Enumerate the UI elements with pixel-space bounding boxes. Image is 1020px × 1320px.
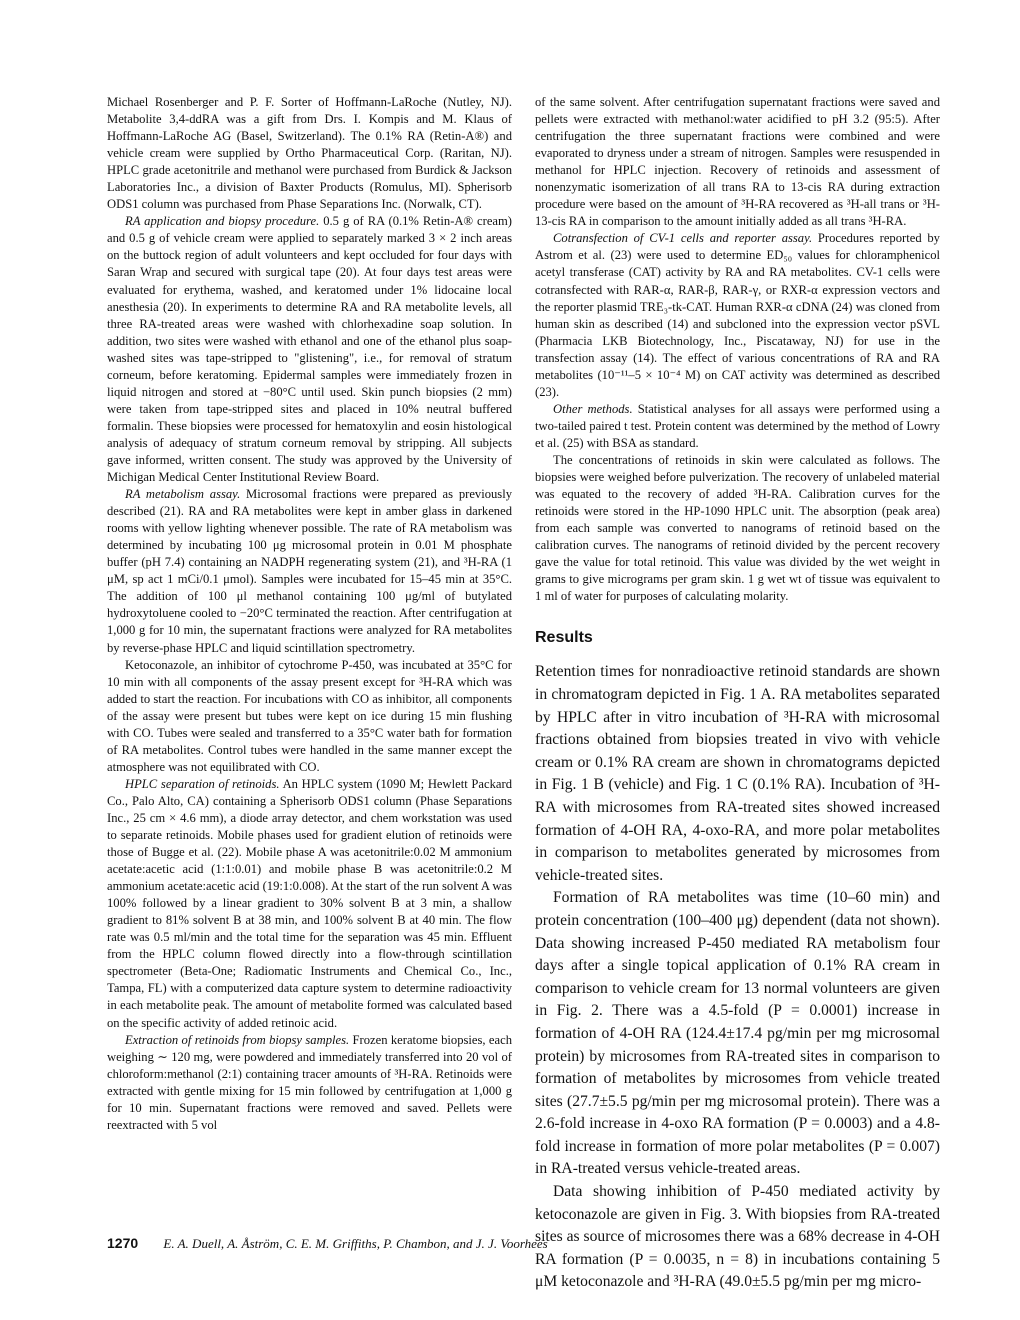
results-paragraph: Retention times for nonradioactive retinoid standards are shown in chromatogram depicted in Fig. 1 A. RA metabolites separated by HPLC after in vitro incubation of ³H-RA with microsomal fractions obtained from biopsies treated in vivo with vehicle cream or 0.1% RA cream are shown in chromatograms depicted in Fig. 1 B (vehicle) and Fig. 1 C (0.1% RA). Incubation of ³H-RA with microsomes from RA-treated sites showed increased formation of 4-OH RA, 4-oxo-RA, and more polar metabolites in comparison to metabolites generated by microsomes from vehicle-treated sites. (535, 663, 940, 884)
page-footer (107, 1235, 548, 1252)
run-in-heading: Extraction of retinoids from biopsy samples. (125, 1032, 350, 1047)
body-paragraph (107, 213, 512, 486)
right-column (535, 94, 940, 1294)
results-heading: Results (535, 629, 593, 647)
body-paragraph: of the same solvent. After centrifugation supernatant fractions were saved and pellets were extracted with methanol:water acidified to pH 3.2 (95:5). After centrifugation the three supernatant fractions were combined and were evaporated to dryness under a stream of nitrogen. Samples were resuspended in methanol for HPLC injection. Recovery of retinoids and assessment of nonenzymatic isomerization of all trans RA to 13-cis RA during extraction procedure were based on the amount of ³H-RA recovered as ³H-all trans or ³H-13-cis RA in comparison to the amount initially added as all trans ³H-RA. (535, 95, 940, 229)
run-in-heading: HPLC separation of retinoids. (125, 776, 280, 791)
run-in-heading: Other methods. (553, 401, 633, 416)
paragraph-text: Microsomal fractions were prepared as previously described (21). RA and RA metabolites were kept in amber glass in darkened rooms with yellow lighting whenever possible. The rate of RA metabolism was determined by incubating 100 μg microsomal protein in 0.01 M phosphate buffer (pH 7.4) containing an NADPH regenerating system (21), and ³H-RA (1 μM, sp act 1 mCi/0.1 μmol). Samples were incubated for 15–45 min at 35°C. The addition of 100 μl methanol containing 100 μg/ml of butylated hydroxytoluene cooled to −20°C terminated the reaction. After centrifugation at 1,000 g for 10 min, the supernatant fractions were analyzed for RA metabolites by reverse-phase HPLC and liquid scintillation spectrometry. (107, 487, 512, 655)
paragraph-text: Statistical analyses for all assays were performed using a two-tailed paired t test. Protein content was determined by the method of Lowry et al. (25) with BSA as standard. (535, 401, 940, 450)
left-column (107, 94, 512, 1134)
body-paragraph (535, 230, 940, 400)
body-paragraph (107, 776, 512, 1032)
body-paragraph: The concentrations of retinoids in skin were calculated as follows. The biopsies were weighed before pulverization. The recovery of unlabeled material was equated to the recovery of added ³H-RA. Calibration curves for the retinoids were stored in the HP-1090 HPLC unit. The absorption (peak area) from each sample was converted to nanograms of retinoid based on the calibration curves. The nanograms of retinoid divided by the percent recovery gave the value for total retinoid. This value was divided by the wet weight in grams to give micrograms per gram skin. 1 g wet wt of tissue was equivalent to 1 ml of water for purposes of calculating molarity. (535, 452, 940, 604)
body-paragraph (107, 486, 512, 656)
results-paragraph: Data showing inhibition of P-450 mediated activity by ketoconazole are given in Fig. 3. With biopsies from RA-treated sites as source of microsomes there was a 68% decrease in 4-OH RA formation (P = 0.0035, n = 8) in incubations containing 5 μM ketoconazole and ³H-RA (49.0±5.5 pg/min per mg micro- (535, 1183, 940, 1291)
body-paragraph (107, 1032, 512, 1134)
paragraph-text: Frozen keratome biopsies, each weighing ∼ 120 mg, were powdered and immediately transferred into 20 vol of chloroform:methanol (2:1) containing tracer amounts of ³H-RA. Retinoids were extracted with gentle mixing for 15 min followed by centrifugation at 1,000 g for 10 min. Supernatant fractions were removed and saved. Pellets were reextracted with 5 vol (107, 1032, 512, 1132)
running-authors: E. A. Duell, A. Åström, C. E. M. Griffiths, P. Chambon, and J. J. Voorhees (163, 1236, 548, 1251)
paragraph-text: Procedures reported by Astrom et al. (23) were used to determine ED₅₀ values for chloramphenicol acetyl transferase (CAT) activity by RA and RA metabolites. CV-1 cells were cotransfected with RAR-α, RAR-β, RAR-γ, or RXR-α expression vectors and the reporter plasmid TRE₃-tk-CAT. Human RXR-α cDNA (24) was cloned from human skin as described (14) and subcloned into the expression vector pSVL (Pharmacia LKB Biotechnology, Inc., Piscataway, NJ) for use in the transfection assay (14). The effect of various concentrations of RA and RA metabolites (10⁻¹¹–5 × 10⁻⁴ M) on CAT activity was determined as described (23). (535, 231, 940, 399)
body-paragraph: Michael Rosenberger and P. F. Sorter of Hoffmann-LaRoche (Nutley, NJ). Metabolite 3,4-ddRA was a gift from Drs. I. Kompis and M. Klaus of Hoffmann-LaRoche AG (Basel, Switzerland). The 0.1% RA (Retin-A®) and vehicle cream were supplied by Ortho Pharmaceutical Corp. (Raritan, NJ). HPLC grade acetonitrile and methanol were purchased from Burdick & Jackson Laboratories Inc., a division of Baxter Products (Romulus, MI). Spherisorb ODS1 column was purchased from Phase Separations Inc. (Norwalk, CT). (107, 95, 512, 212)
body-paragraph: Ketoconazole, an inhibitor of cytochrome P-450, was incubated at 35°C for 10 min with all components of the assay present except for ³H-RA which was added to start the reaction. For incubations with CO as inhibitor, all components of the assay were present but tubes were kept on ice during 15 min flushing with CO. Tubes were sealed and transferred to a 35°C water bath for formation of RA metabolites. Control tubes were handled in the same manner except the atmosphere was not equilibrated with CO. (107, 657, 512, 774)
paragraph-text: An HPLC system (1090 M; Hewlett Packard Co., Palo Alto, CA) containing a Spherisorb ODS1 column (Phase Separations Inc., 25 cm × 4.6 mm), a diode array detector, and chem workstation was used to separate retinoids. Mobile phases used for gradient elution of retinoids were those of Bugge et al. (22). Mobile phase A was acetonitrile:0.02 M ammonium acetate:acetic acid (1:1:0.01) and mobile phase B was acetonitrile:0.2 M ammonium acetate:acetic acid (19:1:0.008). At the start of the run solvent A was 100% followed by a linear gradient to 30% solvent B at 3 min, a shallow gradient to 81% solvent B at 38 min, and 100% solvent B at 40 min. The flow rate was 0.5 ml/min and the total time for the separation was 45 min. Effluent from the HPLC column flowed directly into a flow-through scintillation spectrometer (Beta-One; Radiomatic Instruments and Chemical Co., Inc., Tampa, FL) with a computerized data capture system to determine radioactivity in each metabolite peak. The amount of metabolite formed was calculated based on the specific activity of added retinoic acid. (107, 776, 512, 1030)
body-paragraph (535, 401, 940, 452)
results-paragraph: Formation of RA metabolites was time (10–60 min) and protein concentration (100–400 μg) dependent (data not shown). Data showing increased P-450 mediated RA metabolism four days after a single topical application of 0.1% RA cream in comparison to vehicle cream for 13 normal volunteers are given in Fig. 2. There was a 4.5-fold (P = 0.0001) increase in formation of 4-OH RA (124.4±17.4 pg/min per mg microsomal protein) by microsomes from RA-treated sites in comparison to formation of metabolites by microsomes from vehicle treated sites (27.7±5.5 pg/min per mg microsomal protein). There was a 2.6-fold increase in 4-oxo RA formation (P = 0.0003) and a 4.8-fold increase in formation of more polar metabolites (P = 0.007) in RA-treated versus vehicle-treated areas. (535, 889, 940, 1178)
page-number: 1270 (107, 1235, 139, 1251)
run-in-heading: Cotransfection of CV-1 cells and reporter assay. (553, 231, 813, 246)
run-in-heading: RA metabolism assay. (125, 487, 241, 502)
paragraph-text: 0.5 g of RA (0.1% Retin-A® cream) and 0.5 g of vehicle cream were applied to separately marked 3 × 2 inch areas on the buttock region of adult volunteers and kept occluded for four days with Saran Wrap and secured with surgical tape (20). At four days test areas were evaluated for erythema, washed, and keratomed under 1% lidocaine local anesthesia (20). In experiments to determine RA and RA metabolite levels, all three RA-treated areas were washed with chlorhexadine soap solution. In addition, two sites were washed with ethanol and one of the ethanol plus soap-washed sites was tape-stripped to "glistening", i.e., for removal of stratum corneum, before keratoming. Epidermal samples were immediately frozen in liquid nitrogen and stored at −80°C until used. Skin punch biopsies (2 mm) were taken from tape-stripped sites and placed in 10% neutral buffered formalin. These biopsies were processed for hematoxylin and eosin histological analysis of adequacy of stratum corneum removal by stripping. All subjects gave informed, written consent. The study was approved by the University of Michigan Medical Center Institutional Review Board. (107, 214, 512, 485)
run-in-heading: RA application and biopsy procedure. (125, 214, 320, 229)
